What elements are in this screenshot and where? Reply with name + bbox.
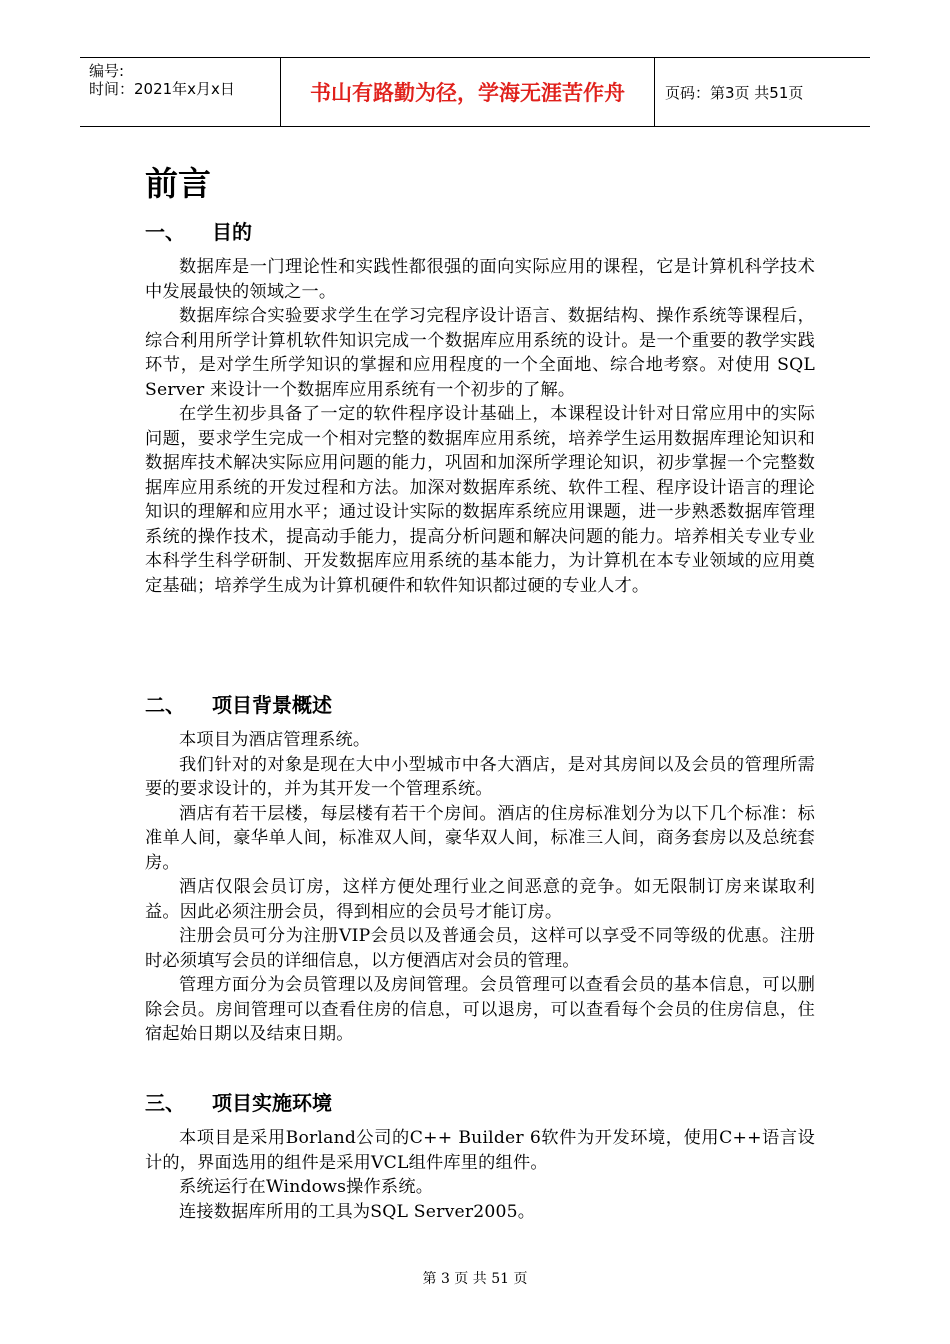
header-page-info: 页码：第3页 共51页 [665, 83, 804, 102]
section-purpose [145, 215, 815, 598]
header-motto: 书山有路勤为径，学海无涯苦作舟 [281, 58, 655, 126]
paragraph: 系统运行在Windows操作系统。 [179, 1177, 434, 1197]
page-footer: 第 3 页 共 51 页 [422, 1271, 528, 1287]
section-background [145, 688, 815, 1047]
header-meta [80, 58, 281, 126]
paragraph: 我们针对的对象是现在大中小型城市中各大酒店，是对其房间以及会员的管理所需要的要求设计的，并为其开发一个管理系统。 [145, 754, 815, 799]
section-environment [145, 1086, 815, 1224]
paragraph: 注册会员可分为注册VIP会员以及普通会员，这样可以享受不同等级的优惠。注册时必须填写会员的详细信息，以方便酒店对会员的管理。 [145, 926, 815, 971]
paragraph: 连接数据库所用的工具为SQL Server2005。 [179, 1201, 536, 1222]
section-heading [145, 688, 815, 718]
paragraph: 本项目为酒店管理系统。 [179, 730, 371, 750]
page-title: 前言 [145, 164, 211, 203]
paragraph: 数据库综合实验要求学生在学习完程序设计语言、数据结构、操作系统等课程后，综合利用所学计算机软件知识完成一个数据库应用系统的设计。是一个重要的教学实践环节，是对学生所学知识的掌握和应用程度的一个全面地、综合地考察。对使用 SQL Server 来设计一个数据库应用系统有一个初步的了解。 [145, 306, 815, 400]
header-time-label: 时间：2021年x月x日 [89, 80, 235, 98]
paragraph: 酒店仅限会员订房，这样方便处理行业之间恶意的竞争。如无限制订房来谋取利益。因此必须注册会员，得到相应的会员号才能订房。 [145, 877, 815, 922]
paragraph: 酒店有若干层楼，每层楼有若干个房间。酒店的住房标准划分为以下几个标准：标准单人间，豪华单人间，标准双人间，豪华双人间，标准三人间，商务套房以及总统套房。 [145, 803, 815, 873]
paragraph: 管理方面分为会员管理以及房间管理。会员管理可以查看会员的基本信息，可以删除会员。房间管理可以查看住房的信息，可以退房，可以查看每个会员的住房信息，住宿起始日期以及结束日期。 [145, 975, 815, 1044]
page-header [80, 57, 870, 127]
paragraph: 数据库是一门理论性和实践性都很强的面向实际应用的课程，它是计算机科学技术中发展最快的领域之一。 [145, 257, 815, 302]
section-number: 一、 [145, 219, 185, 244]
section-title: 项目实施环境 [212, 1090, 332, 1115]
section-title: 目的 [212, 219, 252, 244]
section-title: 项目背景概述 [212, 692, 332, 717]
paragraph: 本项目是采用Borland公司的C++ Builder 6软件为开发环境，使用C++语言设计的，界面选用的组件是采用VCL组件库里的组件。 [145, 1128, 815, 1173]
header-number-label: 编号: [89, 62, 125, 80]
paragraph: 在学生初步具备了一定的软件程序设计基础上，本课程设计针对日常应用中的实际问题，要求学生完成一个相对完整的数据库应用系统，培养学生运用数据库理论知识和数据库技术解决实际应用问题的能力，巩固和加深所学理论知识，初步掌握一个完整数据库应用系统的开发过程和方法。加深对数据库系统、软件工程、程序设计语言的理论知识的理解和应用水平；通过设计实际的数据库系统应用课题，进一步熟悉数据库管理系统的操作技术，提高动手能力，提高分析问题和解决问题的能力。培养相关专业专业本科学生科学研制、开发数据库应用系统的基本能力，为计算机在本专业领域的应用奠定基础；培养学生成为计算机硬件和软件知识都过硬的专业人才。 [145, 404, 815, 596]
section-number: 三、 [145, 1090, 185, 1115]
section-heading [145, 215, 815, 245]
section-heading [145, 1086, 815, 1116]
section-number: 二、 [145, 692, 185, 717]
